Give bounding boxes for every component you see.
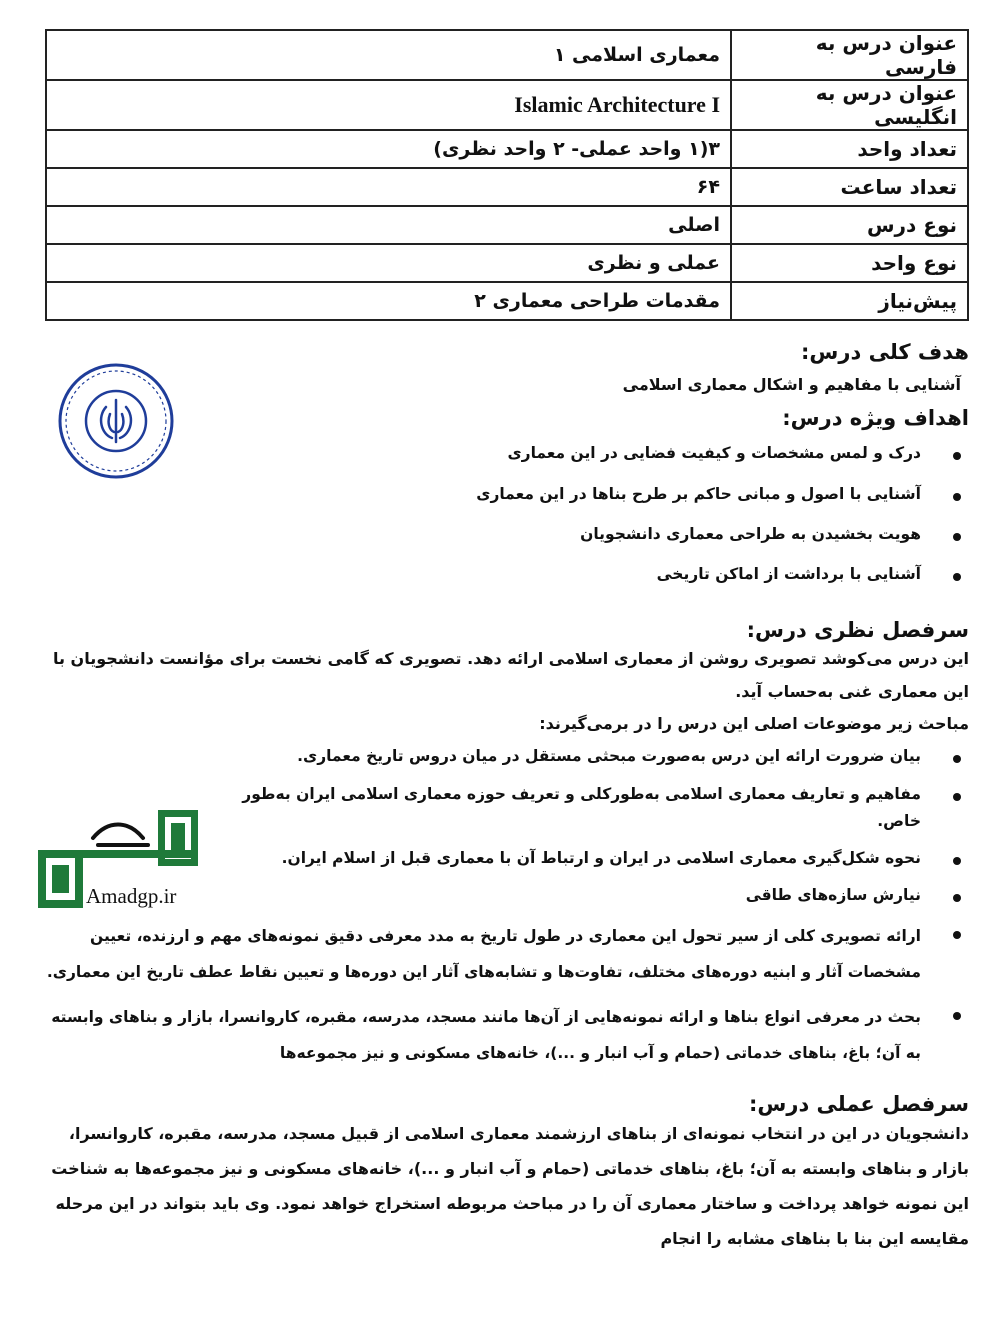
practical-text: دانشجویان در این در انتخاب نمونه‌ای از بناهای ارزشمند معماری اسلامی از قبیل مسجد، مدرسه، مقبره، کاروانسرا، بازار و بناهای وابسته به آن؛ باغ، بناهای خدماتی (حمام و آب انبار و ...)، خانه‌های مسکونی و نیز مجموعه‌ها به شناخت این نمونه خواهد پرداخت و ساختار معماری آن را در مباحث مربوطه استخراج خواهد نمود. وی باید بتواند در این مرحله مقایسه این بنا با بناهای مشابه را انجام (51, 1123, 969, 1249)
table-row (46, 30, 968, 80)
row-value: معماری اسلامی ۱ (46, 30, 731, 80)
row-value: مقدمات طراحی معماری ۲ (46, 282, 731, 320)
table-row (46, 168, 968, 206)
row-label: نوع واحد (731, 244, 968, 282)
row-value: ۳(۱ واحد عملی- ۲ واحد نظری) (46, 130, 731, 168)
list-item: درک و لمس مشخصات و کیفیت فضایی در این معماری (45, 440, 921, 467)
theory-lead: مباحث زیر موضوعات اصلی این درس را در برمی‌گیرند: (539, 714, 969, 734)
row-label: تعداد واحد (731, 130, 968, 168)
list-item: ارائه تصویری کلی از سیر تحول این معماری در طول تاریخ به مدد معرفی دقیق نمونه‌های مهم و ارزنده، تعیین مشخصات آثار و ابنیه دوره‌های مختلف، تفاوت‌ها و تشابه‌های آثار این دوره‌ها و تعیین نقاط عطف تاریخ این معماری. (45, 919, 921, 990)
list-item: بحث در معرفی انواع بناها و ارائه نمونه‌هایی از آن‌ها مانند مسجد، مدرسه، مقبره، کاروانسرا، بازار و بناهای وابسته به آن؛ باغ، بناهای خدماتی (حمام و آب انبار و ...)، خانه‌های مسکونی و نیز مجموعه‌ها (45, 1000, 921, 1071)
row-value: عملی و نظری (46, 244, 731, 282)
row-value: اصلی (46, 206, 731, 244)
table-row (46, 206, 968, 244)
list-item: بیان ضرورت ارائه این درس به‌صورت مبحثی مستقل در میان دروس تاریخ معماری. (45, 743, 921, 770)
row-label: عنوان درس به انگلیسی (731, 80, 968, 130)
specific-goals-heading: اهداف ویژه درس: (782, 406, 969, 431)
table-row (46, 80, 968, 130)
row-label: نوع درس (731, 206, 968, 244)
general-goal-heading: هدف کلی درس: (801, 340, 969, 364)
list-item: نیارش سازه‌های طاقی (45, 882, 921, 909)
theory-topics-list (45, 743, 969, 1071)
list-item: آشنایی با برداشت از اماکن تاریخی (45, 561, 921, 588)
course-info-table (45, 29, 969, 321)
general-goal-text: آشنایی با مفاهیم و اشکال معماری اسلامی (622, 375, 961, 394)
watermark-url: Amadgp.ir (86, 884, 177, 908)
row-value: Islamic Architecture I (46, 80, 731, 130)
row-label: عنوان درس به فارسی (731, 30, 968, 80)
specific-goals-list (45, 440, 969, 588)
table-row (46, 244, 968, 282)
row-label: پیش‌نیاز (731, 282, 968, 320)
list-item: آشنایی با اصول و مبانی حاکم بر طرح بناها در این معماری (45, 481, 921, 508)
list-item: نحوه شکل‌گیری معماری اسلامی در ایران و ارتباط آن با معماری قبل از اسلام ایران. (45, 845, 921, 872)
row-value: ۶۴ (46, 168, 731, 206)
theory-intro: این درس می‌کوشد تصویری روشن از معماری اسلامی ارائه دهد. تصویری که گامی نخست برای مؤانست دانشجویان با این معماری غنی به‌حساب آید. (52, 648, 969, 702)
list-item: مفاهیم و تعاریف معماری اسلامی به‌طورکلی و تعریف حوزه معماری اسلامی ایران به‌طور خاص. (45, 781, 921, 835)
course-description (45, 340, 969, 1256)
table-row (46, 282, 968, 320)
row-label: تعداد ساعت (731, 168, 968, 206)
theory-syllabus-heading: سرفصل نظری درس: (746, 617, 969, 642)
table-row (46, 130, 968, 168)
list-item: هویت بخشیدن به طراحی معماری دانشجویان (45, 521, 921, 548)
practical-syllabus-heading: سرفصل عملی درس: (748, 1091, 969, 1116)
